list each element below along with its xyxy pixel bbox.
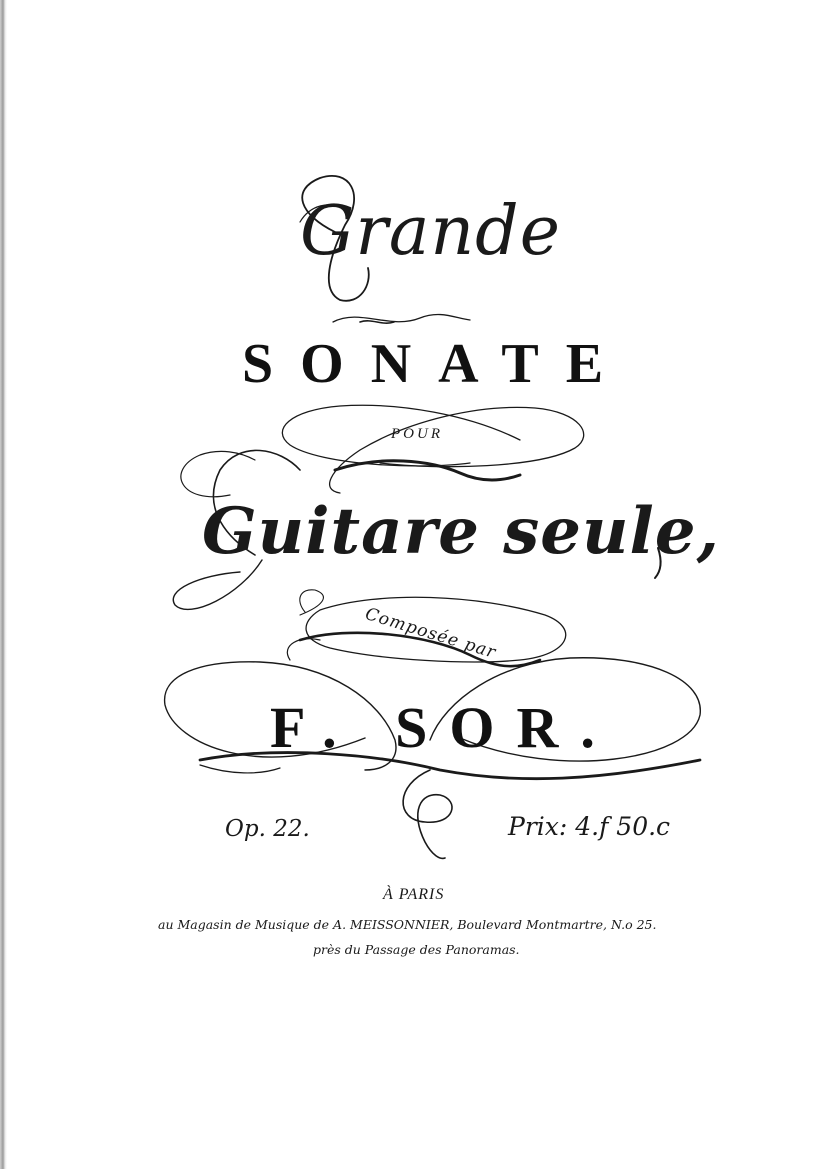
title-grande: Grande (300, 192, 561, 271)
imprint-publisher: au Magasin de Musique de A. MEISSONNIER, Boulevard Montmartre, N.o 25. (158, 917, 657, 932)
composee-small-loop (300, 590, 324, 615)
title-guitare-seule: Guitare seule, (202, 494, 720, 569)
title-pour: POUR (391, 426, 443, 442)
imprint-city: À PARIS (383, 886, 445, 903)
opus-number: Op. 22. (225, 816, 310, 842)
pour-flourish-thick (335, 461, 520, 480)
price: Prix: 4.f 50.c (508, 812, 671, 841)
composed-by-label: Composée par (362, 604, 499, 663)
imprint-address: près du Passage des Panoramas. (313, 942, 520, 957)
title-sonate: SONATE (242, 333, 631, 395)
grande-underline-wave (333, 315, 470, 322)
pour-flourish-right-loop (330, 407, 584, 493)
composer-name: F. SOR. (270, 695, 617, 760)
spiral-flourish (403, 770, 452, 858)
sor-flourish-lower-left (200, 765, 280, 773)
